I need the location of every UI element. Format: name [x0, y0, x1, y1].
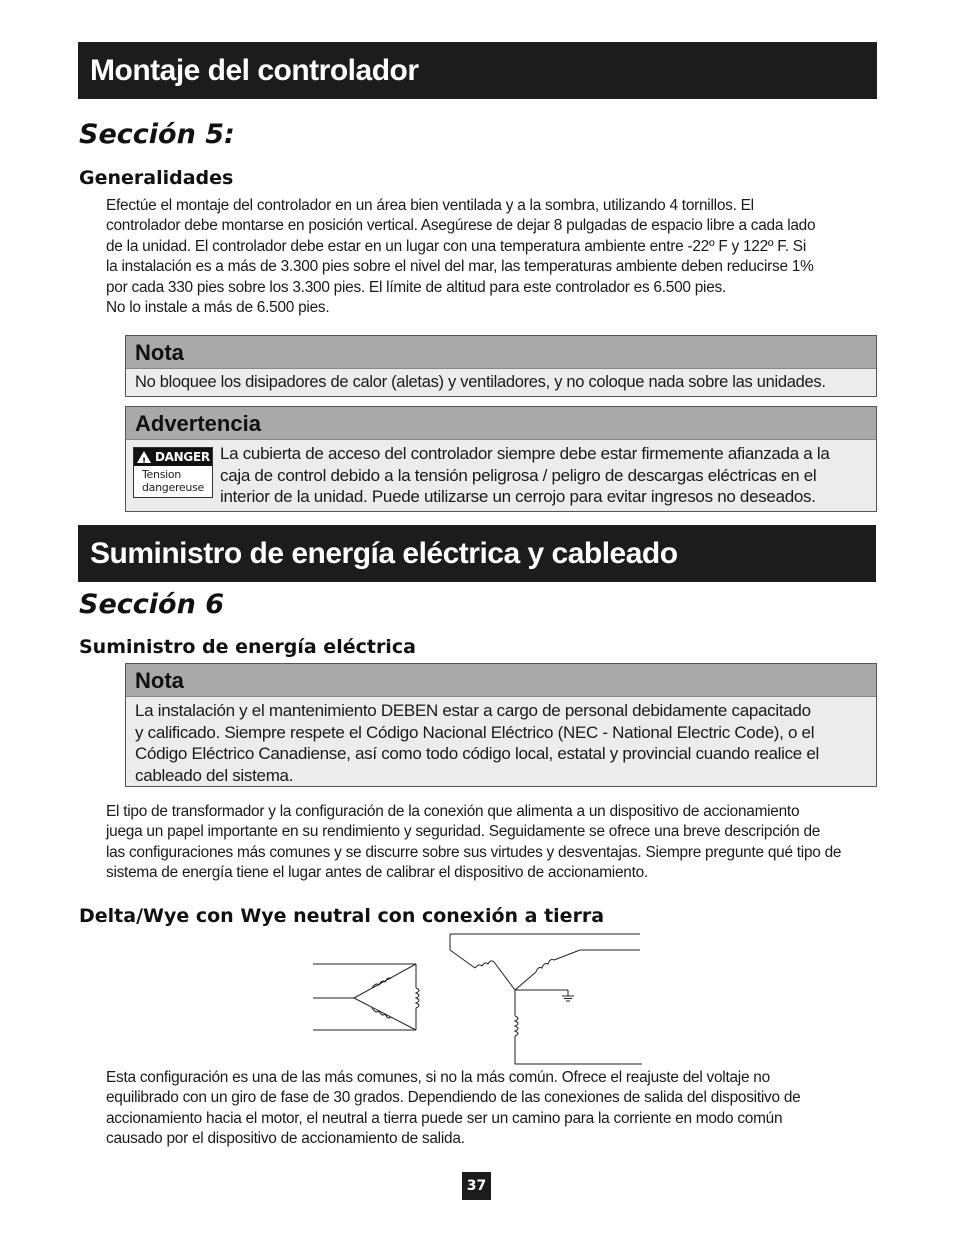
delta-coil-icon: [416, 988, 419, 1008]
config-paragraph: [106, 1068, 876, 1150]
section-5-title: Sección 5:: [79, 119, 235, 150]
section-6-title: Sección 6: [79, 589, 224, 620]
paragraph-line: accionamiento hacia el motor, el neutral a tierra puede ser un camino para la corriente en modo común: [106, 1109, 783, 1127]
paragraph-line: Esta configuración es una de las más comunes, si no la más común. Ofrece el reajuste del voltaje no: [106, 1069, 770, 1086]
suministro-heading: Suministro de energía eléctrica: [79, 636, 416, 658]
nota-heading: Nota: [126, 336, 876, 369]
paragraph-line: El tipo de transformador y la configuración de la conexión que alimenta a un dispositivo de accionamiento: [106, 803, 800, 820]
generalidades-heading: Generalidades: [79, 167, 234, 189]
nota-box-2: [125, 663, 877, 787]
danger-subtext-line: Tension: [142, 468, 181, 481]
danger-warning-label: [133, 447, 213, 498]
danger-subtext-line: dangereuse: [142, 481, 204, 494]
paragraph-line: las configuraciones más comunes y se discurre sobre sus virtudes y desventajas. Siempre pregunte qué tipo de: [106, 843, 842, 861]
section-banner-suministro: Suministro de energía eléctrica y cableado: [78, 525, 876, 582]
paragraph-line: juega un papel importante en su rendimiento y seguridad. Seguidamente se ofrece una breve descripción de: [106, 823, 821, 841]
paragraph-line: controlador debe montarse en posición vertical. Asegúrese de dejar 8 pulgadas de espacio libre a cada lado: [106, 217, 816, 235]
wye-coil-icon: [515, 1016, 518, 1036]
nota-line: cableado del sistema.: [135, 765, 294, 785]
generalidades-paragraph: [106, 196, 876, 318]
transformer-paragraph: [106, 802, 876, 884]
advertencia-line: caja de control debido a la tensión peligrosa / peligro de descargas eléctricas en el: [220, 465, 817, 485]
nota-line: y calificado. Siempre respete el Código Nacional Eléctrico (NEC - National Electric Code), o el: [135, 722, 815, 742]
nota-box-1: [125, 335, 877, 397]
paragraph-line: la instalación es a más de 3.300 pies sobre el nivel del mar, las temperaturas ambiente deben reducirse 1%: [106, 258, 814, 276]
nota-line: La instalación y el mantenimiento DEBEN estar a cargo de personal debidamente capacitado: [135, 701, 811, 720]
advertencia-heading: Advertencia: [126, 407, 876, 440]
wye-coil-icon: [475, 961, 494, 968]
section-banner-montaje: Montaje del controlador: [78, 42, 877, 99]
paragraph-line: de la unidad. El controlador debe estar en un lugar con una temperatura ambiente entre -22º F y 122º F. Si: [106, 237, 806, 255]
page-number: 37: [462, 1172, 491, 1200]
delta-wye-diagram: [310, 930, 650, 1070]
danger-header: [134, 448, 212, 466]
paragraph-line: por cada 330 pies sobre los 3.300 pies. El límite de altitud para este controlador es 6.500 pies.: [106, 278, 726, 296]
paragraph-line: causado por el dispositivo de accionamiento de salida.: [106, 1130, 465, 1148]
paragraph-line: equilibrado con un giro de fase de 30 grados. Dependiendo de las conexiones de salida del dispositivo de: [106, 1089, 801, 1107]
nota-text: [126, 697, 876, 790]
warning-triangle-icon: !: [137, 451, 151, 463]
nota-line: Código Eléctrico Canadiense, así como todo código local, estatal y provincial cuando realice el: [135, 744, 820, 763]
delta-coil-icon: [372, 1008, 391, 1018]
wye-coil-icon: [536, 960, 554, 973]
advertencia-body: [126, 440, 876, 512]
paragraph-line: Efectúe el montaje del controlador en un área bien ventilada y a la sombra, utilizando 4 tornillos. El: [106, 197, 754, 214]
nota-heading: Nota: [126, 664, 876, 697]
advertencia-line: interior de la unidad. Puede utilizarse un cerrojo para evitar ingresos no deseados.: [220, 487, 816, 506]
advertencia-box: [125, 406, 877, 512]
advertencia-text: [220, 443, 830, 508]
advertencia-line: La cubierta de acceso del controlador siempre debe estar firmemente afianzada a la: [220, 444, 830, 463]
nota-text: No bloquee los disipadores de calor (aletas) y ventiladores, y no coloque nada sobre las unidades.: [135, 373, 826, 391]
paragraph-line: sistema de energía tiene el lugar antes de calibrar el dispositivo de accionamiento.: [106, 864, 648, 882]
delta-wye-heading: Delta/Wye con Wye neutral con conexión a tierra: [79, 905, 605, 927]
paragraph-line: No lo instale a más de 6.500 pies.: [106, 299, 330, 317]
danger-word: DANGER: [155, 450, 210, 464]
